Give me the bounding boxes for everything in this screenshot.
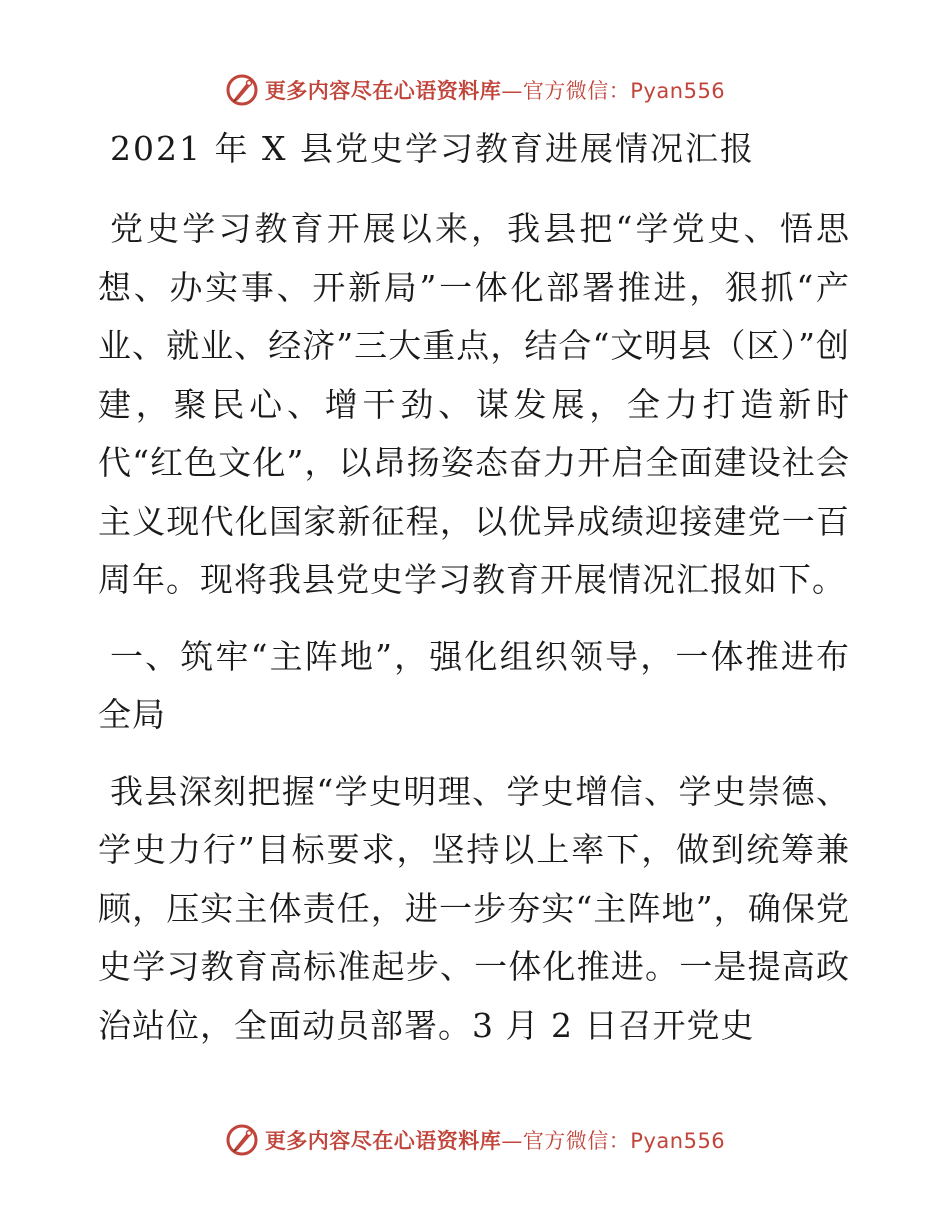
watermark-contact: 官方微信：Pyan556 <box>522 79 726 103</box>
intro-paragraph: 党史学习教育开展以来，我县把“学党史、悟思想、办实事、开新局”一体化部署推进，狠抓“产业、就业、经济”三大重点，结合“文明县（区）”创建，聚民心、增干劲、谋发展，全力打造新时代“红色文化”，以昂扬姿态奋力开启全面建设社会主义现代化国家新征程，以优异成绩迎接建党一百周年。现将我县党史学习教育开展情况汇报如下。 <box>98 209 850 599</box>
watermark-contact: 官方微信：Pyan556 <box>522 1129 726 1153</box>
header-watermark <box>0 70 950 110</box>
watermark-dash: — <box>501 1129 523 1153</box>
quill-pen-circle-icon <box>225 73 259 107</box>
footer-watermark <box>0 1120 950 1160</box>
section-heading-1: 一、筑牢“主阵地”，强化组织领导，一体推进布全局 <box>98 636 850 734</box>
document-body <box>98 120 850 1055</box>
watermark-text <box>265 1125 725 1155</box>
watermark-text <box>265 75 725 105</box>
watermark-brand: 更多内容尽在心语资料库 <box>264 1129 502 1153</box>
section-paragraph-1: 我县深刻把握“学史明理、学史增信、学史崇德、学史力行”目标要求，坚持以上率下，做到统筹兼顾，压实主体责任，进一步夯实“主阵地”，确保党史学习教育高标准起步、一体化推进。一是提高政治站位，全面动员部署。3 月 2 日召开党史 <box>98 771 850 1045</box>
watermark-dash: — <box>501 79 523 103</box>
document-title: 2021 年 X 县党史学习教育进展情况汇报 <box>110 129 755 168</box>
watermark-brand: 更多内容尽在心语资料库 <box>264 79 502 103</box>
quill-pen-circle-icon <box>225 1123 259 1157</box>
